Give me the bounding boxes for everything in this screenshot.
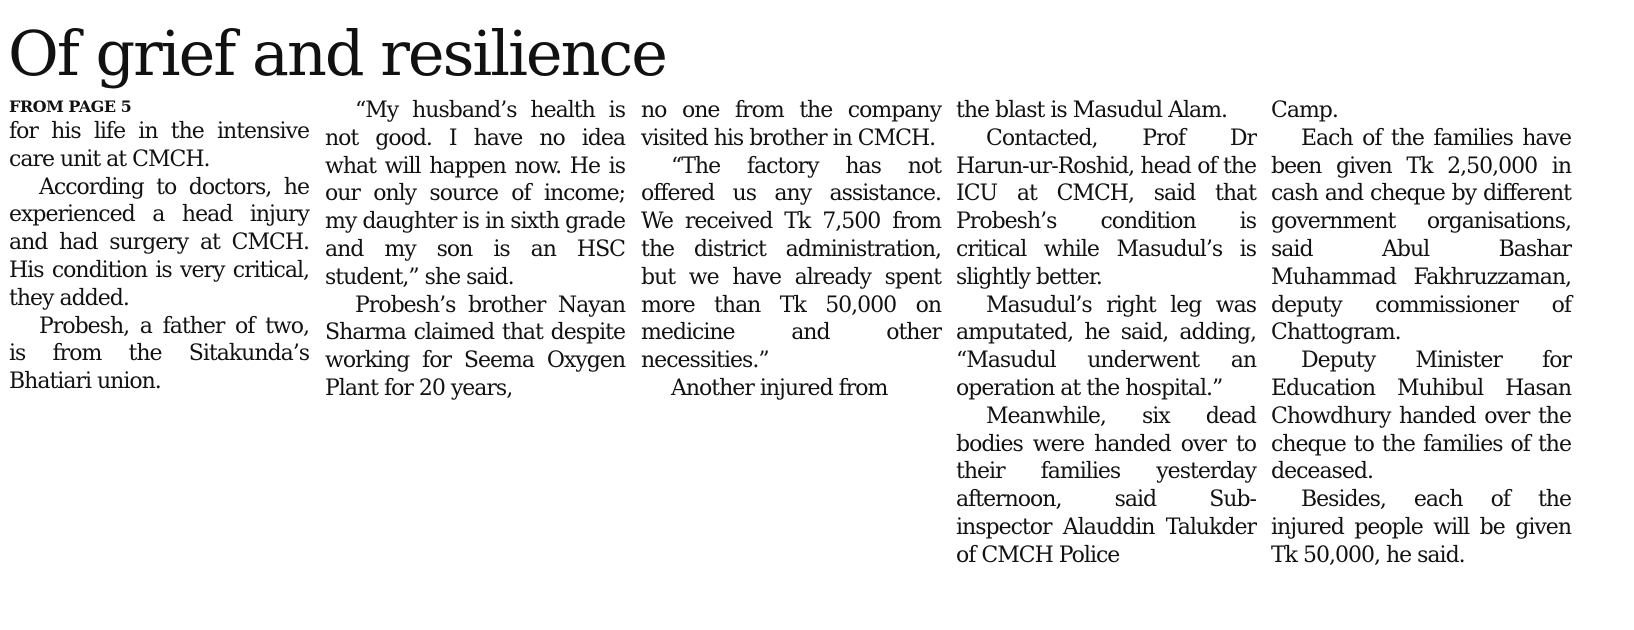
article-column-3: [641, 97, 941, 403]
column-4-paragraph-2: Contacted, Prof Dr Harun-ur-Roshid, head of the ICU at CMCH, said that Probesh’s condition is critical while Masudul’s is slightly better.: [956, 125, 1256, 290]
column-3-paragraph-3: Another injured from: [671, 375, 888, 401]
column-5-paragraph-1: Camp.: [1271, 98, 1338, 123]
column-5-paragraph-3: Deputy Minister for Education Muhibul Hasan Chowdhury handed over the cheque to the families of the deceased.: [1271, 348, 1571, 485]
column-2-paragraph-1: “My husband’s health is not good. I have no idea what will happen now. He is our only source of income; my daughter is in sixth grade and my son is an HSC student,” she said.: [325, 98, 625, 290]
column-4-paragraph-1: the blast is Masudul Alam.: [956, 98, 1227, 123]
column-1-paragraph-2: According to doctors, he experienced a head injury and had surgery at CMCH. His condition is very critical, they added.: [9, 174, 309, 311]
headline: Of grief and resilience: [8, 17, 666, 90]
article-column-1: [9, 97, 309, 396]
column-5-paragraph-2: Each of the families have been given Tk 2,50,000 in cash and cheque by different government organisations, said Abul Bashar Muhammad Fakhruzzaman, deputy commissioner of Chattogram.: [1271, 125, 1571, 346]
column-4-paragraph-4: Meanwhile, six dead bodies were handed over to their families yesterday afternoon, said Sub-inspector Alauddin Talukder of CMCH Police: [956, 403, 1256, 568]
article-column-4: [956, 97, 1256, 570]
column-1-paragraph-1: for his life in the intensive care unit at CMCH.: [9, 119, 309, 172]
jump-label: FROM PAGE 5: [9, 97, 132, 116]
article-column-5: [1271, 97, 1571, 570]
column-2-paragraph-2: Probesh’s brother Nayan Sharma claimed that despite working for Seema Oxygen Plant for 20 years,: [325, 292, 625, 401]
article-column-2: [325, 97, 625, 403]
column-5-paragraph-4: Besides, each of the injured people will be given Tk 50,000, he said.: [1271, 487, 1571, 568]
column-4-paragraph-3: Masudul’s right leg was amputated, he said, adding, “Masudul underwent an operation at the hospital.”: [956, 292, 1256, 401]
column-3-paragraph-1: no one from the company visited his brother in CMCH.: [641, 98, 941, 151]
column-3-paragraph-2: “The factory has not offered us any assistance. We received Tk 7,500 from the district administration, but we have already spent more than Tk 50,000 on medicine and other necessities.”: [641, 153, 941, 374]
column-1-paragraph-3: Probesh, a father of two, is from the Sitakunda’s Bhatiari union.: [9, 313, 309, 395]
